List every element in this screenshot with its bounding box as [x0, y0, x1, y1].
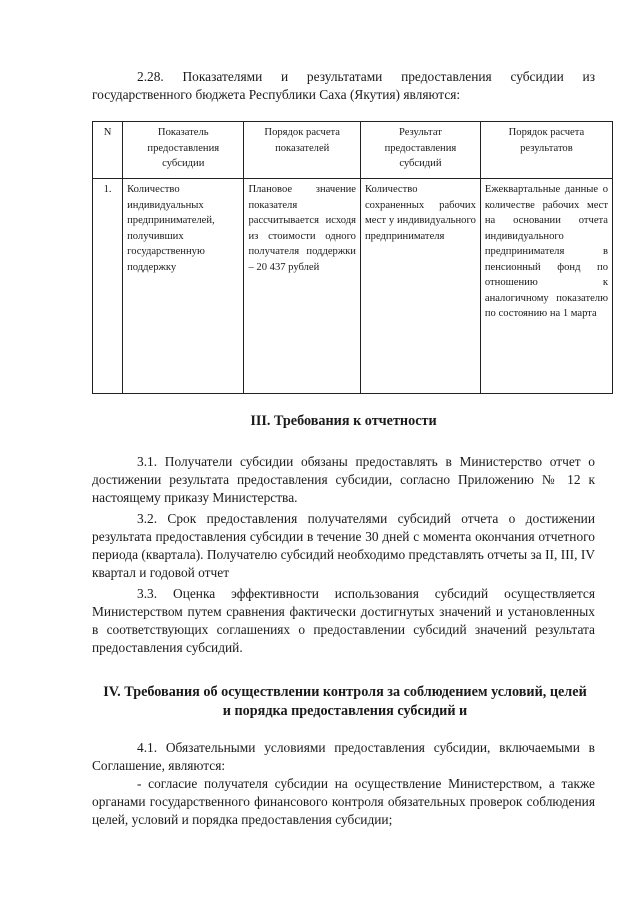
paragraph-4-1: 4.1. Обязательными условиями предоставления субсидии, включаемыми в Соглашение, являются:: [92, 740, 595, 773]
table-cell: Ежеквартальные данные о количестве рабочих мест на основании отчета индивидуального предпринимателя в пенсионный фонд по отношению к аналогичному показателю по состоянию на 1 марта: [480, 179, 612, 394]
table-header-cell: Показатель предоставления субсидии: [123, 122, 244, 179]
intro-paragraph: 2.28. Показателями и результатами предоставления субсидии из государственного бюджета Республики Саха (Якутия) являются:: [92, 69, 595, 102]
table-header-cell: Порядок расчета показателей: [244, 122, 361, 179]
table-cell: 1.: [93, 179, 123, 394]
paragraph-3-1: 3.1. Получатели субсидии обязаны предоставлять в Министерство отчет о достижении результата предоставления субсидии, согласно Приложению № 12 к настоящему приказу Министерства.: [92, 454, 595, 505]
paragraph-3-2: 3.2. Срок предоставления получателями субсидий отчета о достижении результата предоставления субсидии в течение 30 дней с момента окончания отчетного периода (квартала). Получателю субсидий необходимо представлять отчеты за II, III, IV квартал и годовой отчет: [92, 511, 595, 580]
table-header-row: [93, 122, 613, 179]
table-cell: Плановое значение показателя рассчитывается исходя из стоимости одного получателя поддержки – 20 437 рублей: [244, 179, 361, 394]
table-header-cell: Результат предоставления субсидий: [360, 122, 480, 179]
paragraph-4-1-item: - согласие получателя субсидии на осуществление Министерством, а также органами государственного финансового контроля обязательных проверок соблюдения целей, условий и порядка предоставления субсидии;: [92, 776, 595, 827]
paragraph-3-3: 3.3. Оценка эффективности использования субсидий осуществляется Министерством путем сравнения фактически достигнутых значений и установленных в соответствующих соглашениях о предоставлении субсидий значений результата предоставления субсидий.: [92, 586, 595, 655]
table-header-cell: N: [93, 122, 123, 179]
table-header-cell: Порядок расчета результатов: [480, 122, 612, 179]
indicators-table: [92, 121, 613, 394]
section-4-title: IV. Требования об осуществлении контроля за соблюдением условий, целей и порядка предоставления субсидий и: [103, 684, 587, 719]
table-cell: Количество сохраненных рабочих мест у индивидуального предпринимателя: [360, 179, 480, 394]
table-cell: Количество индивидуальных предпринимателей, получивших государственную поддержку: [123, 179, 244, 394]
section-3-title: III. Требования к отчетности: [250, 413, 437, 429]
table-row: [93, 179, 613, 394]
